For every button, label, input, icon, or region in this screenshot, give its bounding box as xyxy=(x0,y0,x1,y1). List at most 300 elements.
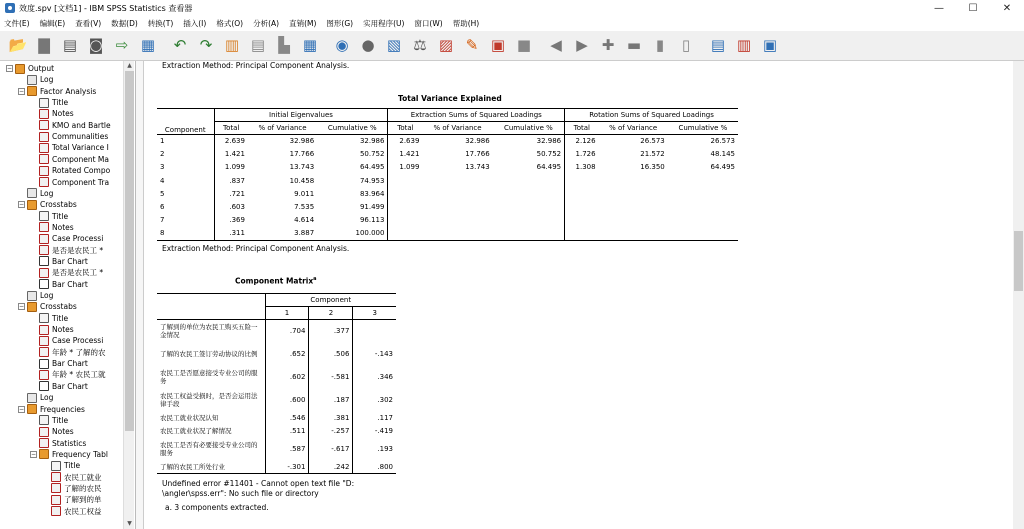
outline-node[interactable] xyxy=(30,449,108,460)
outline-node-label: Frequencies xyxy=(40,404,85,414)
data-cell xyxy=(565,200,599,213)
component-matrix-title xyxy=(235,276,317,286)
outline-node-label: Component Tra xyxy=(52,177,110,187)
data-cell xyxy=(668,200,738,213)
menu-item[interactable]: 文件(E) xyxy=(4,19,30,28)
data-cell: 16.350 xyxy=(640,163,665,172)
table-row xyxy=(157,461,396,474)
pane-splitter[interactable] xyxy=(136,61,144,529)
data-cell xyxy=(493,200,565,213)
menu-item[interactable]: 查看(V) xyxy=(75,19,102,28)
outline-node-label: Title xyxy=(52,415,69,425)
data-cell xyxy=(565,187,599,200)
outline-node-label: 了解的农民 xyxy=(64,483,102,493)
header-component-group: Component xyxy=(265,294,396,307)
data-cell: .837 xyxy=(229,176,245,185)
data-cell xyxy=(388,214,422,227)
collapse-toggle-icon[interactable]: − xyxy=(19,405,25,413)
export-icon[interactable]: ⇨ xyxy=(115,36,129,54)
data-cell: 1.099 xyxy=(399,163,420,172)
data-cell xyxy=(493,227,565,240)
header-initial-eigenvalues: Initial Eigenvalues xyxy=(214,109,388,122)
outline-node[interactable] xyxy=(30,347,106,358)
outline-node[interactable] xyxy=(30,211,68,222)
split-file-icon[interactable]: ▨ xyxy=(438,36,454,54)
outline-node[interactable] xyxy=(30,438,86,449)
book-icon xyxy=(15,64,25,74)
data-cell: .369 xyxy=(229,216,245,225)
bar-chart-icon xyxy=(39,279,49,289)
component-col-header: 2 xyxy=(309,307,353,320)
data-cell: .346 xyxy=(377,373,393,381)
row-header: 2 xyxy=(157,148,214,161)
content-scroll-thumb[interactable] xyxy=(1014,231,1023,291)
data-cell xyxy=(668,174,738,187)
outline-node[interactable] xyxy=(30,165,110,176)
outline-node[interactable] xyxy=(18,392,53,403)
open-folder-icon[interactable]: 📂 xyxy=(8,36,28,54)
log-icon xyxy=(27,188,37,198)
content-scrollbar[interactable] xyxy=(1013,61,1024,529)
header-rotation-sums: Rotation Sums of Squared Loadings xyxy=(565,109,738,122)
data-cell: 9.011 xyxy=(294,189,315,198)
weight-icon[interactable]: ⚖ xyxy=(413,36,427,54)
table-icon xyxy=(39,438,49,448)
table-row xyxy=(157,343,396,366)
table-icon xyxy=(39,120,49,130)
insert-heading-icon[interactable]: ▤ xyxy=(710,36,726,54)
error-line-2: \angler\spss.err": No such file or directory xyxy=(162,489,319,498)
menu-item[interactable]: 编辑(E) xyxy=(39,19,66,28)
show-icon[interactable]: ▮ xyxy=(655,36,665,54)
bar-chart-icon xyxy=(39,381,49,391)
table-row xyxy=(157,174,738,187)
outline-scrollbar[interactable] xyxy=(123,61,134,529)
table-row xyxy=(157,389,396,412)
redo-icon[interactable]: ↷ xyxy=(199,36,213,54)
outline-node-label: Log xyxy=(40,75,54,85)
table-icon xyxy=(39,98,49,108)
table-icon xyxy=(39,370,49,380)
data-cell: 32.986 xyxy=(317,135,388,148)
scroll-down-icon[interactable]: ▼ xyxy=(127,520,132,527)
component-matrix-title-sup: a xyxy=(313,276,317,282)
header-component: Component xyxy=(157,109,214,135)
data-cell: -.301 xyxy=(265,461,309,474)
outline-node-label: Frequency Tabl xyxy=(52,449,108,459)
data-cell xyxy=(599,200,668,213)
print-preview-icon[interactable]: ◙ xyxy=(88,36,104,54)
outline-node-label: Case Processi xyxy=(52,336,104,346)
outline-node[interactable] xyxy=(30,313,68,324)
data-cell: 32.986 xyxy=(289,137,315,146)
outline-node-label: Bar Chart xyxy=(52,256,88,266)
outline-node-label: 是否是农民工 * xyxy=(52,245,104,255)
run-script-icon[interactable]: ▣ xyxy=(490,36,506,54)
outline-node[interactable] xyxy=(18,404,85,415)
table-row xyxy=(157,425,396,438)
outline-node[interactable] xyxy=(30,120,111,131)
data-cell: 32.986 xyxy=(465,137,490,146)
outline-node[interactable] xyxy=(30,97,68,108)
window-title: 效度.spv [文档1] - IBM SPSS Statistics 查看器 xyxy=(19,3,193,13)
outline-node-label: Bar Chart xyxy=(52,359,88,369)
table-icon xyxy=(39,415,49,425)
outline-node[interactable] xyxy=(30,245,103,256)
data-cell: 17.766 xyxy=(289,150,315,159)
collapse-toggle-icon[interactable]: − xyxy=(19,87,25,95)
table-icon xyxy=(51,472,61,482)
outline-node[interactable] xyxy=(42,483,102,494)
outline-node[interactable] xyxy=(30,267,103,278)
table-icon xyxy=(39,154,49,164)
tve-footnote: Extraction Method: Principal Component Analysis. xyxy=(162,244,350,253)
row-header: 农民工就业状况认知 xyxy=(157,412,265,425)
title-bar xyxy=(0,0,1024,16)
descriptive-icon[interactable]: ▦ xyxy=(302,36,318,54)
outline-node-label: Log xyxy=(40,188,54,198)
menu-item[interactable]: 格式(O) xyxy=(216,19,244,28)
insert-text-icon[interactable]: ▣ xyxy=(762,36,778,54)
outline-node[interactable] xyxy=(30,154,109,165)
outline-node[interactable] xyxy=(30,358,88,369)
outline-node[interactable] xyxy=(30,131,108,142)
outline-node-label: Crosstabs xyxy=(40,200,77,210)
outline-node-label: 农民工就业 xyxy=(64,472,102,482)
data-cell xyxy=(422,227,492,240)
table-icon xyxy=(51,483,61,493)
goto-variable-icon[interactable]: ▤ xyxy=(250,36,266,54)
table-icon xyxy=(39,336,49,346)
outline-node[interactable] xyxy=(42,472,102,483)
menu-bar xyxy=(0,16,1024,31)
outline-node-label: Notes xyxy=(52,427,74,437)
data-cell: .242 xyxy=(309,461,353,474)
outline-node[interactable] xyxy=(30,415,68,426)
table-icon xyxy=(39,268,49,278)
chart-builder-icon[interactable]: ▧ xyxy=(386,36,402,54)
menu-item[interactable]: 图形(G) xyxy=(326,19,354,28)
outline-node[interactable] xyxy=(30,279,88,290)
outline-node-label: Statistics xyxy=(52,438,87,448)
outline-node[interactable] xyxy=(30,381,88,392)
data-cell xyxy=(422,200,492,213)
outline-node[interactable] xyxy=(18,301,77,312)
data-cell: 10.458 xyxy=(289,176,315,185)
forward-icon[interactable]: ▶ xyxy=(576,36,588,54)
bar-chart-icon xyxy=(39,359,49,369)
outline-node[interactable] xyxy=(30,142,109,153)
data-cell: -.257 xyxy=(309,425,353,438)
data-cell xyxy=(565,227,599,240)
table-row xyxy=(157,438,396,461)
menu-item[interactable]: 帮助(H) xyxy=(452,19,480,28)
menu-item[interactable]: 直销(M) xyxy=(289,19,317,28)
data-cell: 64.495 xyxy=(317,161,388,174)
data-cell xyxy=(599,187,668,200)
outline-node-label: Title xyxy=(52,211,69,221)
outline-node[interactable] xyxy=(30,233,103,244)
outline-node[interactable] xyxy=(42,494,102,505)
data-cell xyxy=(493,174,565,187)
data-cell: 1.099 xyxy=(224,163,245,172)
subheader-cell: Cumulative % xyxy=(668,122,738,135)
data-cell: 21.572 xyxy=(640,150,665,159)
data-cell: 17.766 xyxy=(465,150,490,159)
expand-icon[interactable]: ✚ xyxy=(601,36,615,54)
data-cell: 74.953 xyxy=(317,174,388,187)
outline-node-label: Title xyxy=(52,98,69,108)
menu-item[interactable]: 窗口(W) xyxy=(414,19,443,28)
insert-title-icon[interactable]: ▥ xyxy=(736,36,752,54)
header-blank xyxy=(157,294,265,320)
outline-node-label: Log xyxy=(40,291,54,300)
data-cell: 2.126 xyxy=(575,137,596,146)
back-icon[interactable]: ◀ xyxy=(550,36,562,54)
undo-icon[interactable]: ↶ xyxy=(173,36,187,54)
book-icon xyxy=(39,449,49,459)
print-icon[interactable]: ▤ xyxy=(62,36,78,54)
data-cell: 50.752 xyxy=(493,148,565,161)
data-cell xyxy=(668,214,738,227)
data-cell: .602 xyxy=(265,366,309,389)
outline-node-label: Output xyxy=(28,64,55,73)
outline-node-label: Title xyxy=(52,313,69,323)
data-cell: .603 xyxy=(229,203,245,212)
output-content-pane xyxy=(145,61,1012,529)
book-icon xyxy=(27,200,37,210)
table-icon xyxy=(39,166,49,176)
data-cell: 26.573 xyxy=(710,137,735,146)
outline-node-label: Component Ma xyxy=(52,154,109,164)
outline-node-label: Crosstabs xyxy=(40,302,77,312)
outline-node[interactable] xyxy=(18,188,53,199)
menu-item[interactable]: 数据(D) xyxy=(111,19,138,28)
component-matrix-table[interactable] xyxy=(157,293,396,474)
outline-node[interactable] xyxy=(30,426,74,437)
data-cell: 100.000 xyxy=(317,227,388,240)
collapse-toggle-icon[interactable]: − xyxy=(19,303,25,311)
data-cell: 2.639 xyxy=(224,137,245,146)
table-icon xyxy=(51,506,61,516)
table-icon xyxy=(39,222,49,232)
row-header: 5 xyxy=(157,187,214,200)
data-cell: .302 xyxy=(377,396,393,404)
menu-item[interactable]: 转换(T) xyxy=(147,19,174,28)
data-cell: .721 xyxy=(229,189,245,198)
outline-node-label: Rotated Compo xyxy=(52,166,111,176)
table-icon xyxy=(51,461,61,471)
table-row xyxy=(157,187,738,200)
data-cell xyxy=(668,187,738,200)
stop-icon[interactable]: ■ xyxy=(516,36,532,54)
data-cell: 3.887 xyxy=(248,227,317,240)
outline-node[interactable] xyxy=(18,74,53,85)
minimize-button[interactable]: — xyxy=(934,2,944,14)
bar-chart-icon xyxy=(39,256,49,266)
top-footnote: Extraction Method: Principal Component Analysis. xyxy=(162,61,350,70)
outline-node-label: Log xyxy=(40,393,54,403)
component-matrix-title-text: Component Matrix xyxy=(235,276,314,286)
row-header: 了解到的单位为农民工购买五险一金情况 xyxy=(157,320,265,343)
subheader-cell: % of Variance xyxy=(422,122,492,135)
menu-item[interactable]: 分析(A) xyxy=(253,19,280,28)
data-cell xyxy=(493,187,565,200)
data-cell: 83.964 xyxy=(317,187,388,200)
data-cell: .381 xyxy=(309,412,353,425)
data-cell: 64.495 xyxy=(710,163,735,172)
outline-node[interactable] xyxy=(18,199,77,210)
outline-node-label: 了解到的单 xyxy=(64,495,102,505)
row-header: 农民工就业状况了解情况 xyxy=(157,425,265,438)
data-cell xyxy=(388,174,422,187)
data-cell xyxy=(668,227,738,240)
close-button[interactable]: ✕ xyxy=(1002,2,1012,14)
outline-node-label: Communalities xyxy=(52,132,109,142)
log-icon xyxy=(27,393,37,403)
outline-node-label: Notes xyxy=(52,222,74,232)
goto-data-icon[interactable]: ▦ xyxy=(140,36,156,54)
data-cell: 1.421 xyxy=(399,150,420,159)
data-cell: 1.421 xyxy=(224,150,245,159)
table-icon xyxy=(39,347,49,357)
data-cell: -.617 xyxy=(309,438,353,461)
table-icon xyxy=(39,234,49,244)
data-cell: -.143 xyxy=(374,350,393,358)
subheader-cell: % of Variance xyxy=(599,122,668,135)
data-cell xyxy=(353,320,396,343)
outline-node[interactable] xyxy=(18,290,53,301)
data-cell xyxy=(422,187,492,200)
data-cell: 48.145 xyxy=(710,150,735,159)
subheader-cell: Cumulative % xyxy=(317,122,388,135)
table-icon xyxy=(39,143,49,153)
row-header: 了解的农民工所处行业 xyxy=(157,461,265,474)
data-cell: .704 xyxy=(265,320,309,343)
hide-icon[interactable]: ▯ xyxy=(681,36,691,54)
table-icon xyxy=(39,427,49,437)
subheader-cell: % of Variance xyxy=(248,122,317,135)
outline-node[interactable] xyxy=(42,506,102,517)
data-cell: .506 xyxy=(309,343,353,366)
outline-node[interactable] xyxy=(30,222,74,233)
data-cell xyxy=(599,227,668,240)
data-cell: 13.743 xyxy=(289,163,315,172)
table-icon xyxy=(51,495,61,505)
table-row xyxy=(157,148,738,161)
outline-node-label: 年龄 * 了解的农 xyxy=(52,347,106,357)
subheader-cell: Total xyxy=(388,122,422,135)
row-header: 农民工是否有必要接受专业公司的服务 xyxy=(157,438,265,461)
table-row xyxy=(157,412,396,425)
subheader-cell: Total xyxy=(214,122,248,135)
book-icon xyxy=(27,302,37,312)
total-variance-table[interactable] xyxy=(157,108,738,241)
outline-node[interactable] xyxy=(30,324,74,335)
toolbar xyxy=(0,31,1024,61)
book-icon xyxy=(27,404,37,414)
row-header: 1 xyxy=(157,135,214,148)
subheader-cell: Cumulative % xyxy=(493,122,565,135)
data-cell: .652 xyxy=(265,343,309,366)
outline-node[interactable] xyxy=(18,86,96,97)
select-cases-icon[interactable]: ● xyxy=(361,36,375,54)
table-icon xyxy=(39,109,49,119)
data-cell xyxy=(599,174,668,187)
data-cell: 7.535 xyxy=(294,203,315,212)
collapse-icon[interactable]: ▬ xyxy=(626,36,642,54)
data-cell: 1.308 xyxy=(575,163,596,172)
data-cell: .193 xyxy=(377,445,393,453)
scroll-up-icon[interactable]: ▲ xyxy=(127,62,132,69)
cm-footnote: a. 3 components extracted. xyxy=(165,503,269,512)
outline-node-label: 年龄 * 农民工就 xyxy=(52,370,106,380)
subheader-cell: Total xyxy=(565,122,599,135)
collapse-toggle-icon[interactable]: − xyxy=(19,201,25,209)
maximize-button[interactable]: ☐ xyxy=(968,2,978,14)
outline-node-label: KMO and Bartle xyxy=(52,120,111,130)
menu-item[interactable]: 插入(I) xyxy=(183,19,207,28)
row-header: 3 xyxy=(157,161,214,174)
table-row xyxy=(157,320,396,343)
table-icon xyxy=(39,325,49,335)
collapse-toggle-icon[interactable]: − xyxy=(31,450,37,458)
table-row xyxy=(157,214,738,227)
save-icon[interactable]: ▇ xyxy=(38,36,50,54)
outline-node[interactable] xyxy=(42,460,80,471)
header-extraction-sums: Extraction Sums of Squared Loadings xyxy=(388,109,565,122)
row-header: 8 xyxy=(157,227,214,240)
data-cell: -.419 xyxy=(374,427,393,435)
data-cell xyxy=(388,200,422,213)
data-cell: .600 xyxy=(265,389,309,412)
data-cell: 96.113 xyxy=(317,214,388,227)
outline-node[interactable] xyxy=(30,256,88,267)
outline-node-label: Factor Analysis xyxy=(40,86,97,96)
data-cell: 32.986 xyxy=(493,135,565,148)
row-header: 6 xyxy=(157,200,214,213)
outline-node[interactable] xyxy=(30,335,103,346)
value-labels-icon[interactable]: ✎ xyxy=(465,36,479,54)
data-cell xyxy=(388,227,422,240)
table-row xyxy=(157,161,738,174)
outline-node[interactable] xyxy=(30,177,109,188)
data-cell: 26.573 xyxy=(640,137,665,146)
row-header: 农民工是否愿意接受专业公司的服务 xyxy=(157,366,265,389)
outline-node-label: Notes xyxy=(52,325,74,335)
data-cell xyxy=(422,174,492,187)
outline-node[interactable] xyxy=(6,63,54,74)
outline-node[interactable] xyxy=(30,369,106,380)
table-row xyxy=(157,227,738,240)
table-row xyxy=(157,200,738,213)
log-icon xyxy=(27,75,37,85)
designate-window-icon[interactable]: ◉ xyxy=(335,36,349,54)
goto-case-icon[interactable]: ▥ xyxy=(224,36,240,54)
data-cell: .511 xyxy=(265,425,309,438)
data-cell: .546 xyxy=(265,412,309,425)
data-cell: 64.495 xyxy=(493,161,565,174)
row-header: 7 xyxy=(157,214,214,227)
menu-item[interactable]: 实用程序(U) xyxy=(363,19,405,28)
variables-icon[interactable]: ▙ xyxy=(278,36,290,54)
outline-node[interactable] xyxy=(30,108,74,119)
spss-app-icon xyxy=(5,3,15,13)
collapse-toggle-icon[interactable]: − xyxy=(7,65,13,72)
outline-node-label: Case Processi xyxy=(52,234,104,244)
table-icon xyxy=(39,177,49,187)
outline-scroll-thumb[interactable] xyxy=(125,71,134,431)
